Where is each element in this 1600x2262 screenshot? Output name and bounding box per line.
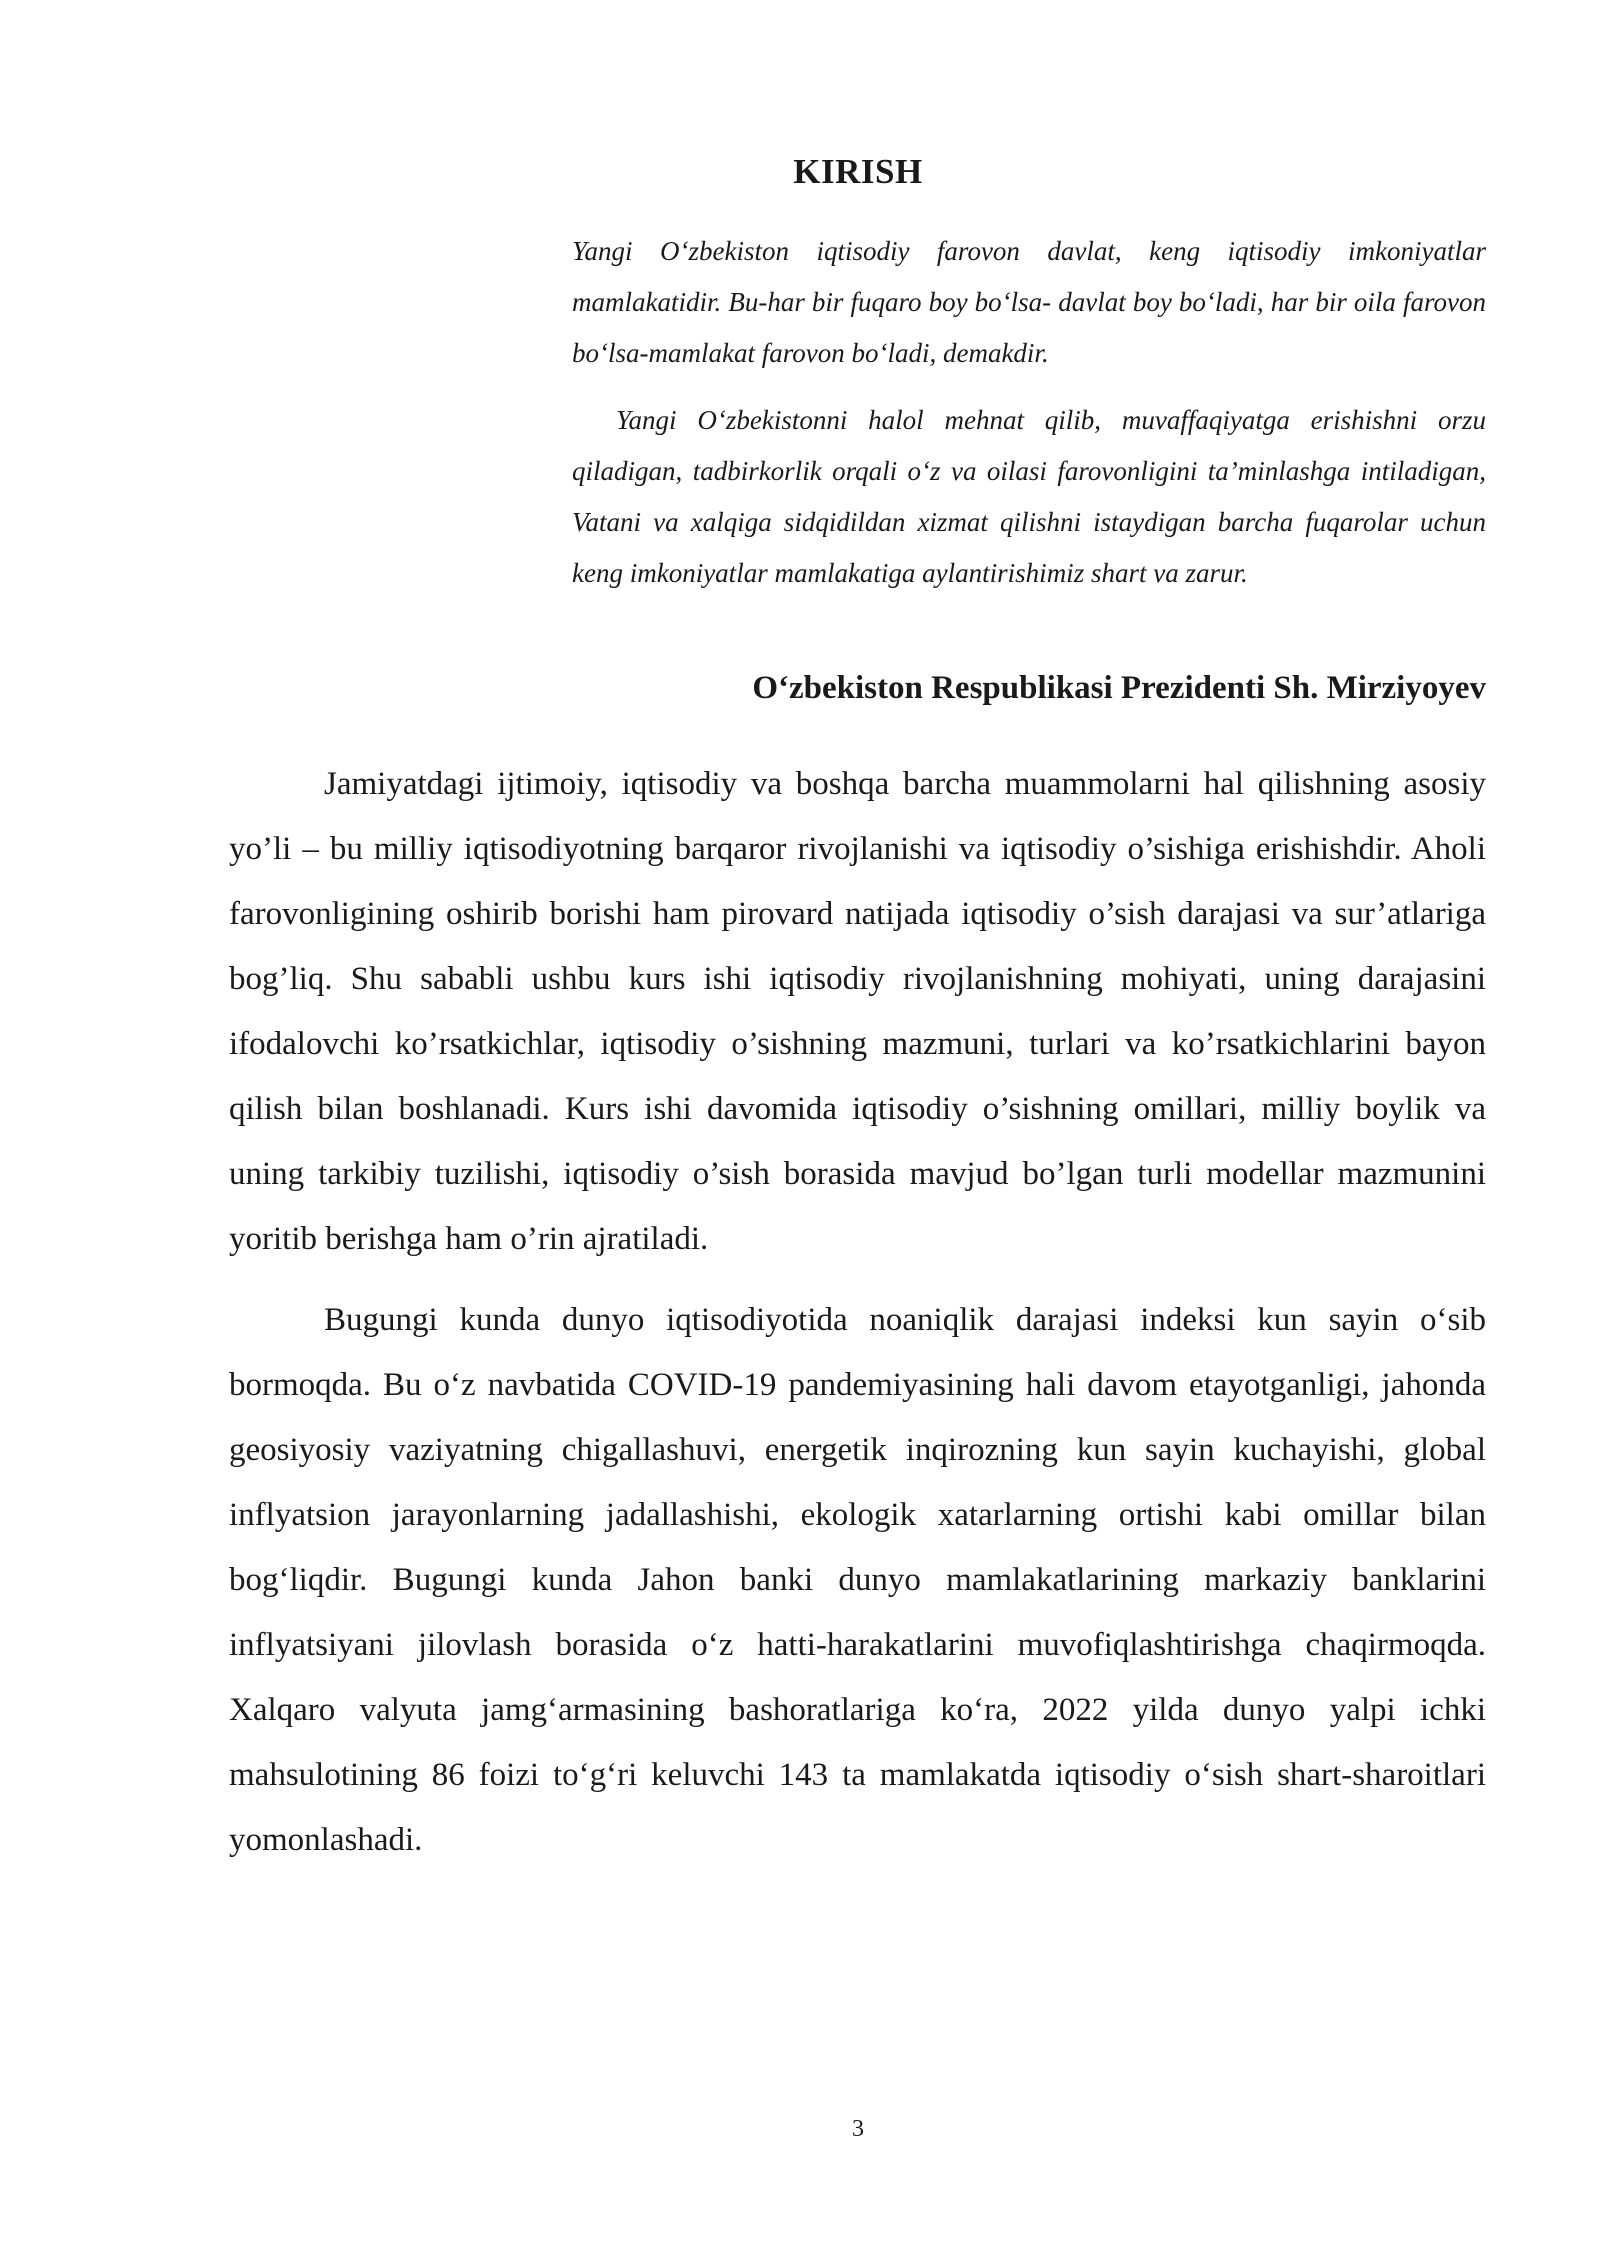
page-number: 3 [852,2116,864,2142]
body-text [229,752,1486,1873]
body-paragraph-2: Bugungi kunda dunyo iqtisodiyotida noaniqlik darajasi indeksi kun sayin o‘sib bormoqda. Bu o‘z navbatida COVID-19 pandemiyasining hali davom etayotganligi, jahonda geosiyosiy vaziyatning chigallashuvi, energetik inqirozning kun sayin kuchayishi, global inflyatsion jarayonlarning jadallashishi, ekologik xatarlarning ortishi kabi omillar bilan bog‘liqdir. Bugungi kunda Jahon banki dunyo mamlakatlarining markaziy banklarini inflyatsiyani jilovlash borasida o‘z hatti-harakatlarini muvofiqlashtirishga chaqirmoqda. Xalqaro valyuta jamg‘armasining bashoratlariga ko‘ra, 2022 yilda dunyo yalpi ichki mahsulotining 86 foizi to‘g‘ri keluvchi 143 ta mamlakatda iqtisodiy o‘sish shart-sharoitlari yomonlashadi. [229,1302,1486,1858]
epigraph-paragraph-1: Yangi O‘zbekiston iqtisodiy farovon davlat, keng iqtisodiy imkoniyatlar mamlakatidir. Bu-har bir fuqaro boy bo‘lsa- davlat boy bo‘ladi, har bir oila farovon bo‘lsa-mamlakat farovon bo‘ladi, demakdir. [572,236,1486,368]
epigraph-attribution: O‘zbekiston Respublikasi Prezidenti Sh. Mirziyoyev [752,670,1486,706]
epigraph-paragraph-2: Yangi O‘zbekistonni halol mehnat qilib, muvaffaqiyatga erishishni orzu qiladigan, tadbirkorlik orqali o‘z va oilasi farovonligini ta’minlashga intiladigan, Vatani va xalqiga sidqidildan xizmat qilishni istaydigan barcha fuqarolar uchun keng imkoniyatlar mamlakatiga aylantirishimiz shart va zarur. [572,405,1486,588]
section-heading: KIRISH [793,152,923,191]
body-paragraph-1: Jamiyatdagi ijtimoiy, iqtisodiy va boshqa barcha muammolarni hal qilishning asosiy yo’li – bu milliy iqtisodiyotning barqaror rivojlanishi va iqtisodiy o’sishiga erishishdir. Aholi farovonligining oshirib borishi ham pirovard natijada iqtisodiy o’sish darajasi va sur’atlariga bog’liq. Shu sababli ushbu kurs ishi iqtisodiy rivojlanishning mohiyati, uning darajasini ifodalovchi ko’rsatkichlar, iqtisodiy o’sishning mazmuni, turlari va ko’rsatkichlarini bayon qilish bilan boshlanadi. Kurs ishi davomida iqtisodiy o’sishning omillari, milliy boylik va uning tarkibiy tuzilishi, iqtisodiy o’sish borasida mavjud bo’lgan turli modellar mazmunini yoritib berishga ham o’rin ajratiladi. [229,766,1486,1257]
epigraph [572,226,1486,599]
